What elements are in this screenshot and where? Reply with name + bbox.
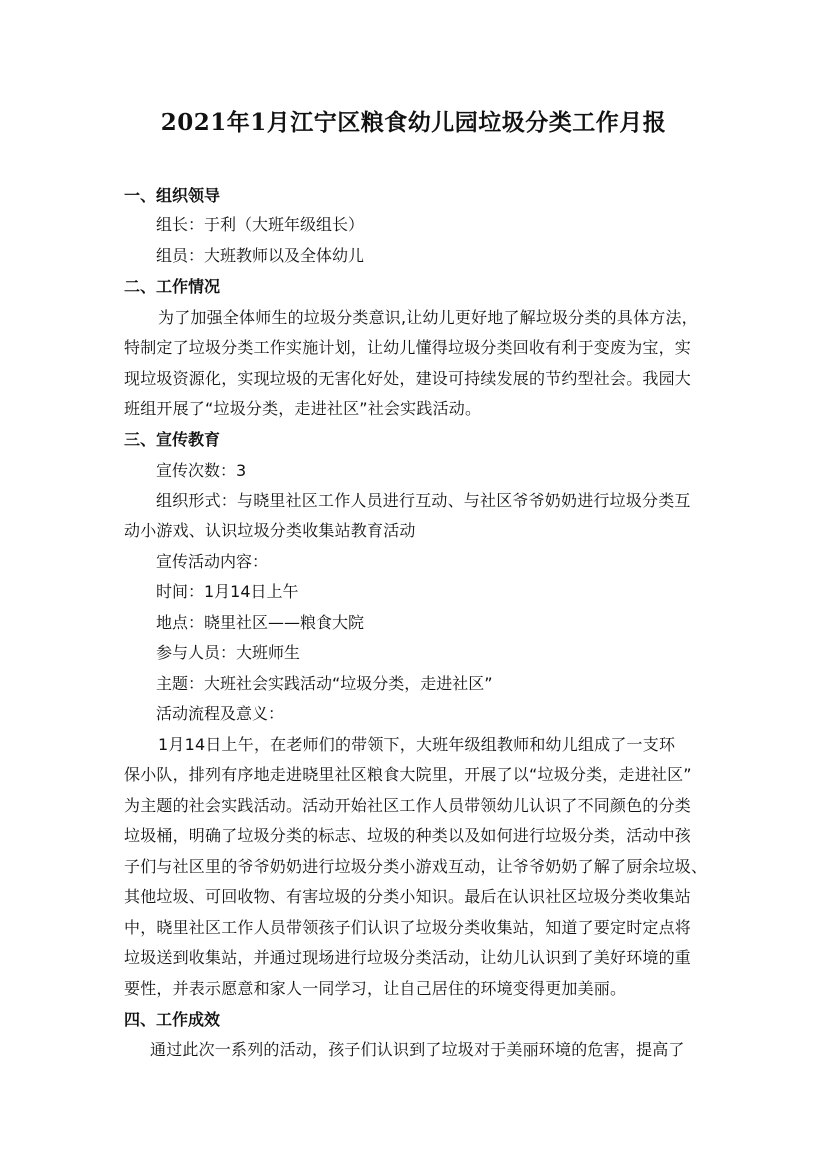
heading-organization: 一、组织领导 [124,186,221,205]
group-members: 组员：大班教师以及全体幼儿 [156,246,365,265]
work-status-line: 班组开展了“垃圾分类，走进社区”社会实践活动。 [124,399,482,418]
heading-results: 四、工作成效 [124,1010,221,1029]
activity-process-line: 其他垃圾、可回收物、有害垃圾的分类小知识。最后在认识社区垃圾分类收集站 [124,887,692,906]
activity-theme: 主题：大班社会实践活动“垃圾分类，走进社区” [156,674,493,693]
activity-process-label: 活动流程及意义： [156,704,285,723]
group-leader: 组长：于利（大班年级组长） [156,215,365,234]
activity-place: 地点：晓里社区——粮食大院 [156,613,365,632]
activity-process-line: 1月14日上午，在老师们的带领下，大班年级组教师和幼儿组成了一支环 [158,735,676,754]
activity-time: 时间：1月14日上午 [156,582,299,601]
heading-work-status: 二、工作情况 [124,277,221,296]
activity-process-line: 要性，并表示愿意和家人一同学习，让自己居住的环境变得更加美丽。 [124,979,627,998]
activity-process-line: 中，晓里社区工作人员带领孩子们认识了垃圾分类收集站，知道了要定时定点将 [124,918,692,937]
publicity-count: 宣传次数：3 [156,461,247,480]
organization-form-line: 组织形式：与晓里社区工作人员进行互动、与社区爷爷奶奶进行垃圾分类互 [156,491,691,510]
organization-form-line: 动小游戏、认识垃圾分类收集站教育活动 [124,521,416,540]
document-title: 2021年1月江宁区粮食幼儿园垃圾分类工作月报 [160,109,667,136]
activity-process-line: 为主题的社会实践活动。活动开始社区工作人员带领幼儿认识了不同颜色的分类 [124,796,692,815]
work-status-line: 特制定了垃圾分类工作实施计划，让幼儿懂得垃圾分类回收有利于变废为宝，实 [124,338,692,357]
activity-content-label: 宣传活动内容： [156,552,269,571]
activity-participants: 参与人员：大班师生 [156,643,301,662]
results-line: 通过此次一系列的活动，孩子们认识到了垃圾对于美丽环境的危害，提高了 [150,1040,685,1059]
activity-process-line: 子们与社区里的爷爷奶奶进行垃圾分类小游戏互动，让爷爷奶奶了解了厨余垃圾、 [124,857,708,876]
work-status-line: 为了加强全体师生的垃圾分类意识,让幼儿更好地了解垃圾分类的具体方法， [158,308,698,327]
activity-process-line: 垃圾送到收集站，并通过现场进行垃圾分类活动，让幼儿认识到了美好环境的重 [124,948,692,967]
activity-process-line: 保小队，排列有序地走进晓里社区粮食大院里，开展了以“垃圾分类，走进社区” [124,765,692,784]
heading-publicity: 三、宣传教育 [124,430,221,449]
activity-process-line: 垃圾桶，明确了垃圾分类的标志、垃圾的种类以及如何进行垃圾分类，活动中孩 [124,826,692,845]
work-status-line: 现垃圾资源化，实现垃圾的无害化好处，建设可持续发展的节约型社会。我园大 [124,369,692,388]
